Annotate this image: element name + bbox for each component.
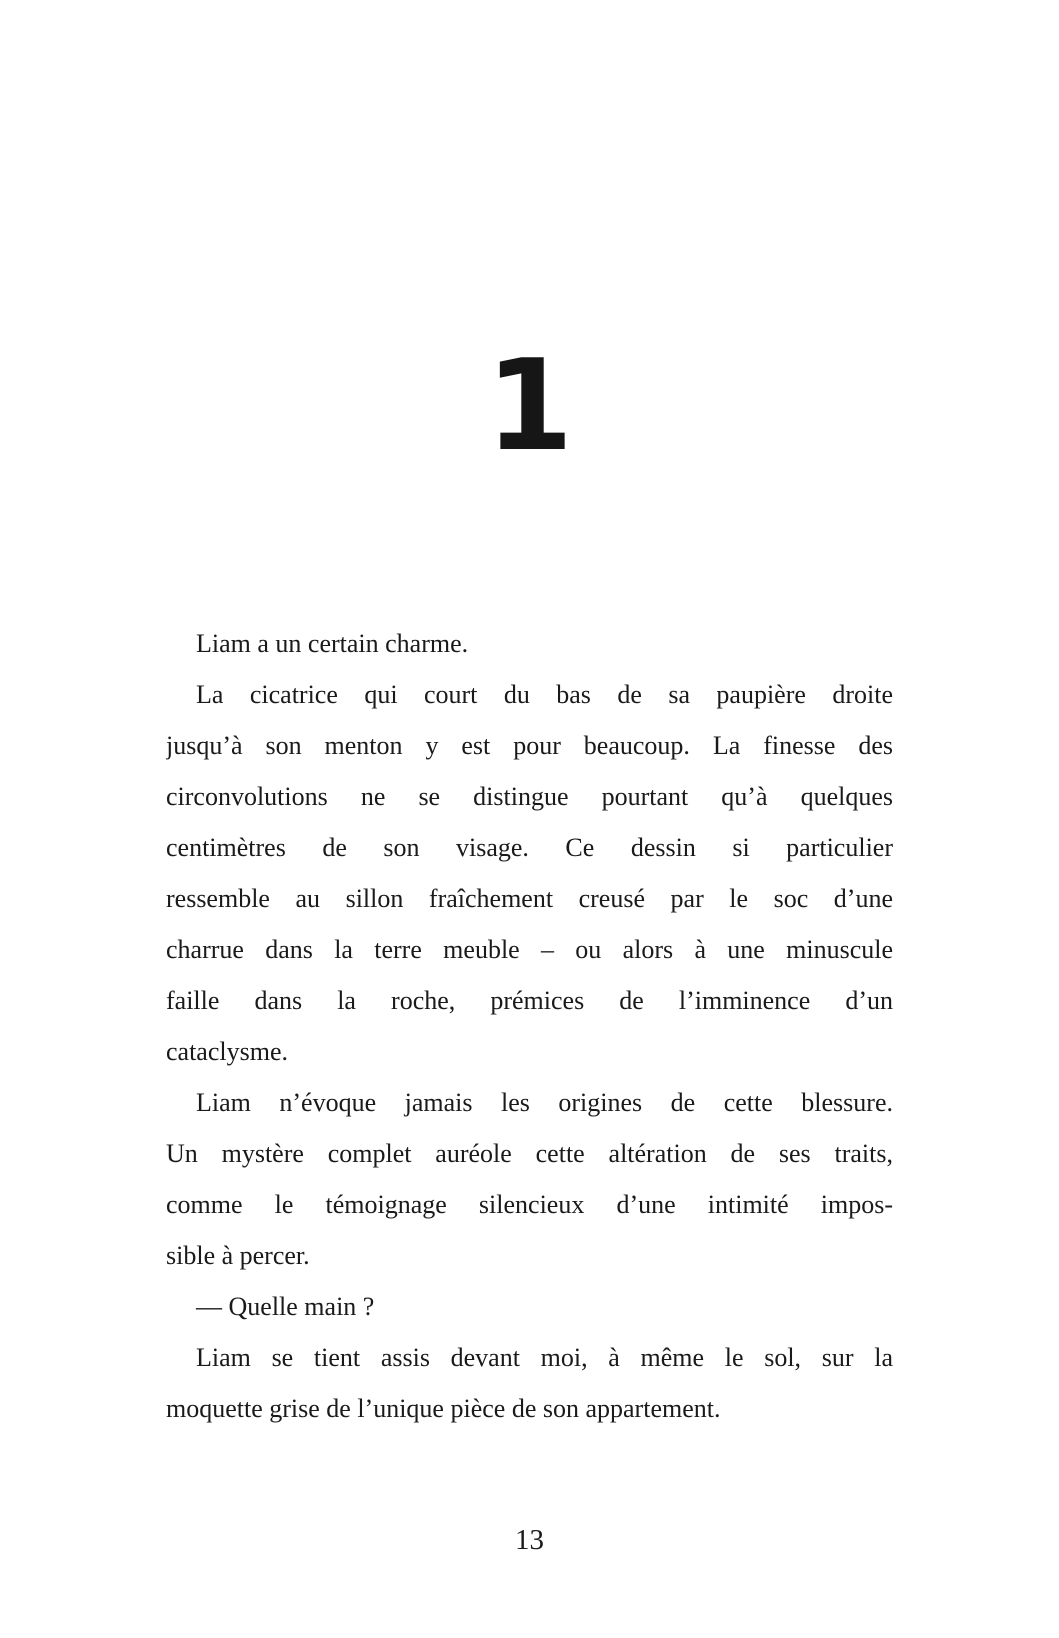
text-line: faille dans la roche, prémices de l’imminence d’un [166, 986, 893, 1015]
page-number: 13 [515, 1524, 544, 1556]
text-line: ressemble au sillon fraîchement creusé par le soc d’une [166, 884, 893, 913]
text-line: Liam a un certain charme. [196, 629, 469, 658]
text-line: charrue dans la terre meuble – ou alors à une minuscule [166, 935, 893, 964]
text-line: La cicatrice qui court du bas de sa paupière droite [196, 680, 893, 709]
text-line: Un mystère complet auréole cette altération de ses traits, [166, 1139, 893, 1168]
chapter-number: 1 [485, 332, 574, 479]
text-line: cataclysme. [166, 1037, 288, 1066]
text-line: Liam se tient assis devant moi, à même le sol, sur la [196, 1343, 893, 1372]
body-text [166, 618, 893, 1434]
text-line: — Quelle main ? [196, 1292, 375, 1321]
text-line: jusqu’à son menton y est pour beaucoup. La finesse des [166, 731, 893, 760]
text-line: centimètres de son visage. Ce dessin si particulier [166, 833, 893, 862]
text-line: comme le témoignage silencieux d’une intimité impos- [166, 1190, 893, 1219]
text-line: circonvolutions ne se distingue pourtant qu’à quelques [166, 782, 893, 811]
text-line: Liam n’évoque jamais les origines de cette blessure. [196, 1088, 893, 1117]
text-line: sible à percer. [166, 1241, 310, 1270]
text-line: moquette grise de l’unique pièce de son appartement. [166, 1394, 721, 1423]
